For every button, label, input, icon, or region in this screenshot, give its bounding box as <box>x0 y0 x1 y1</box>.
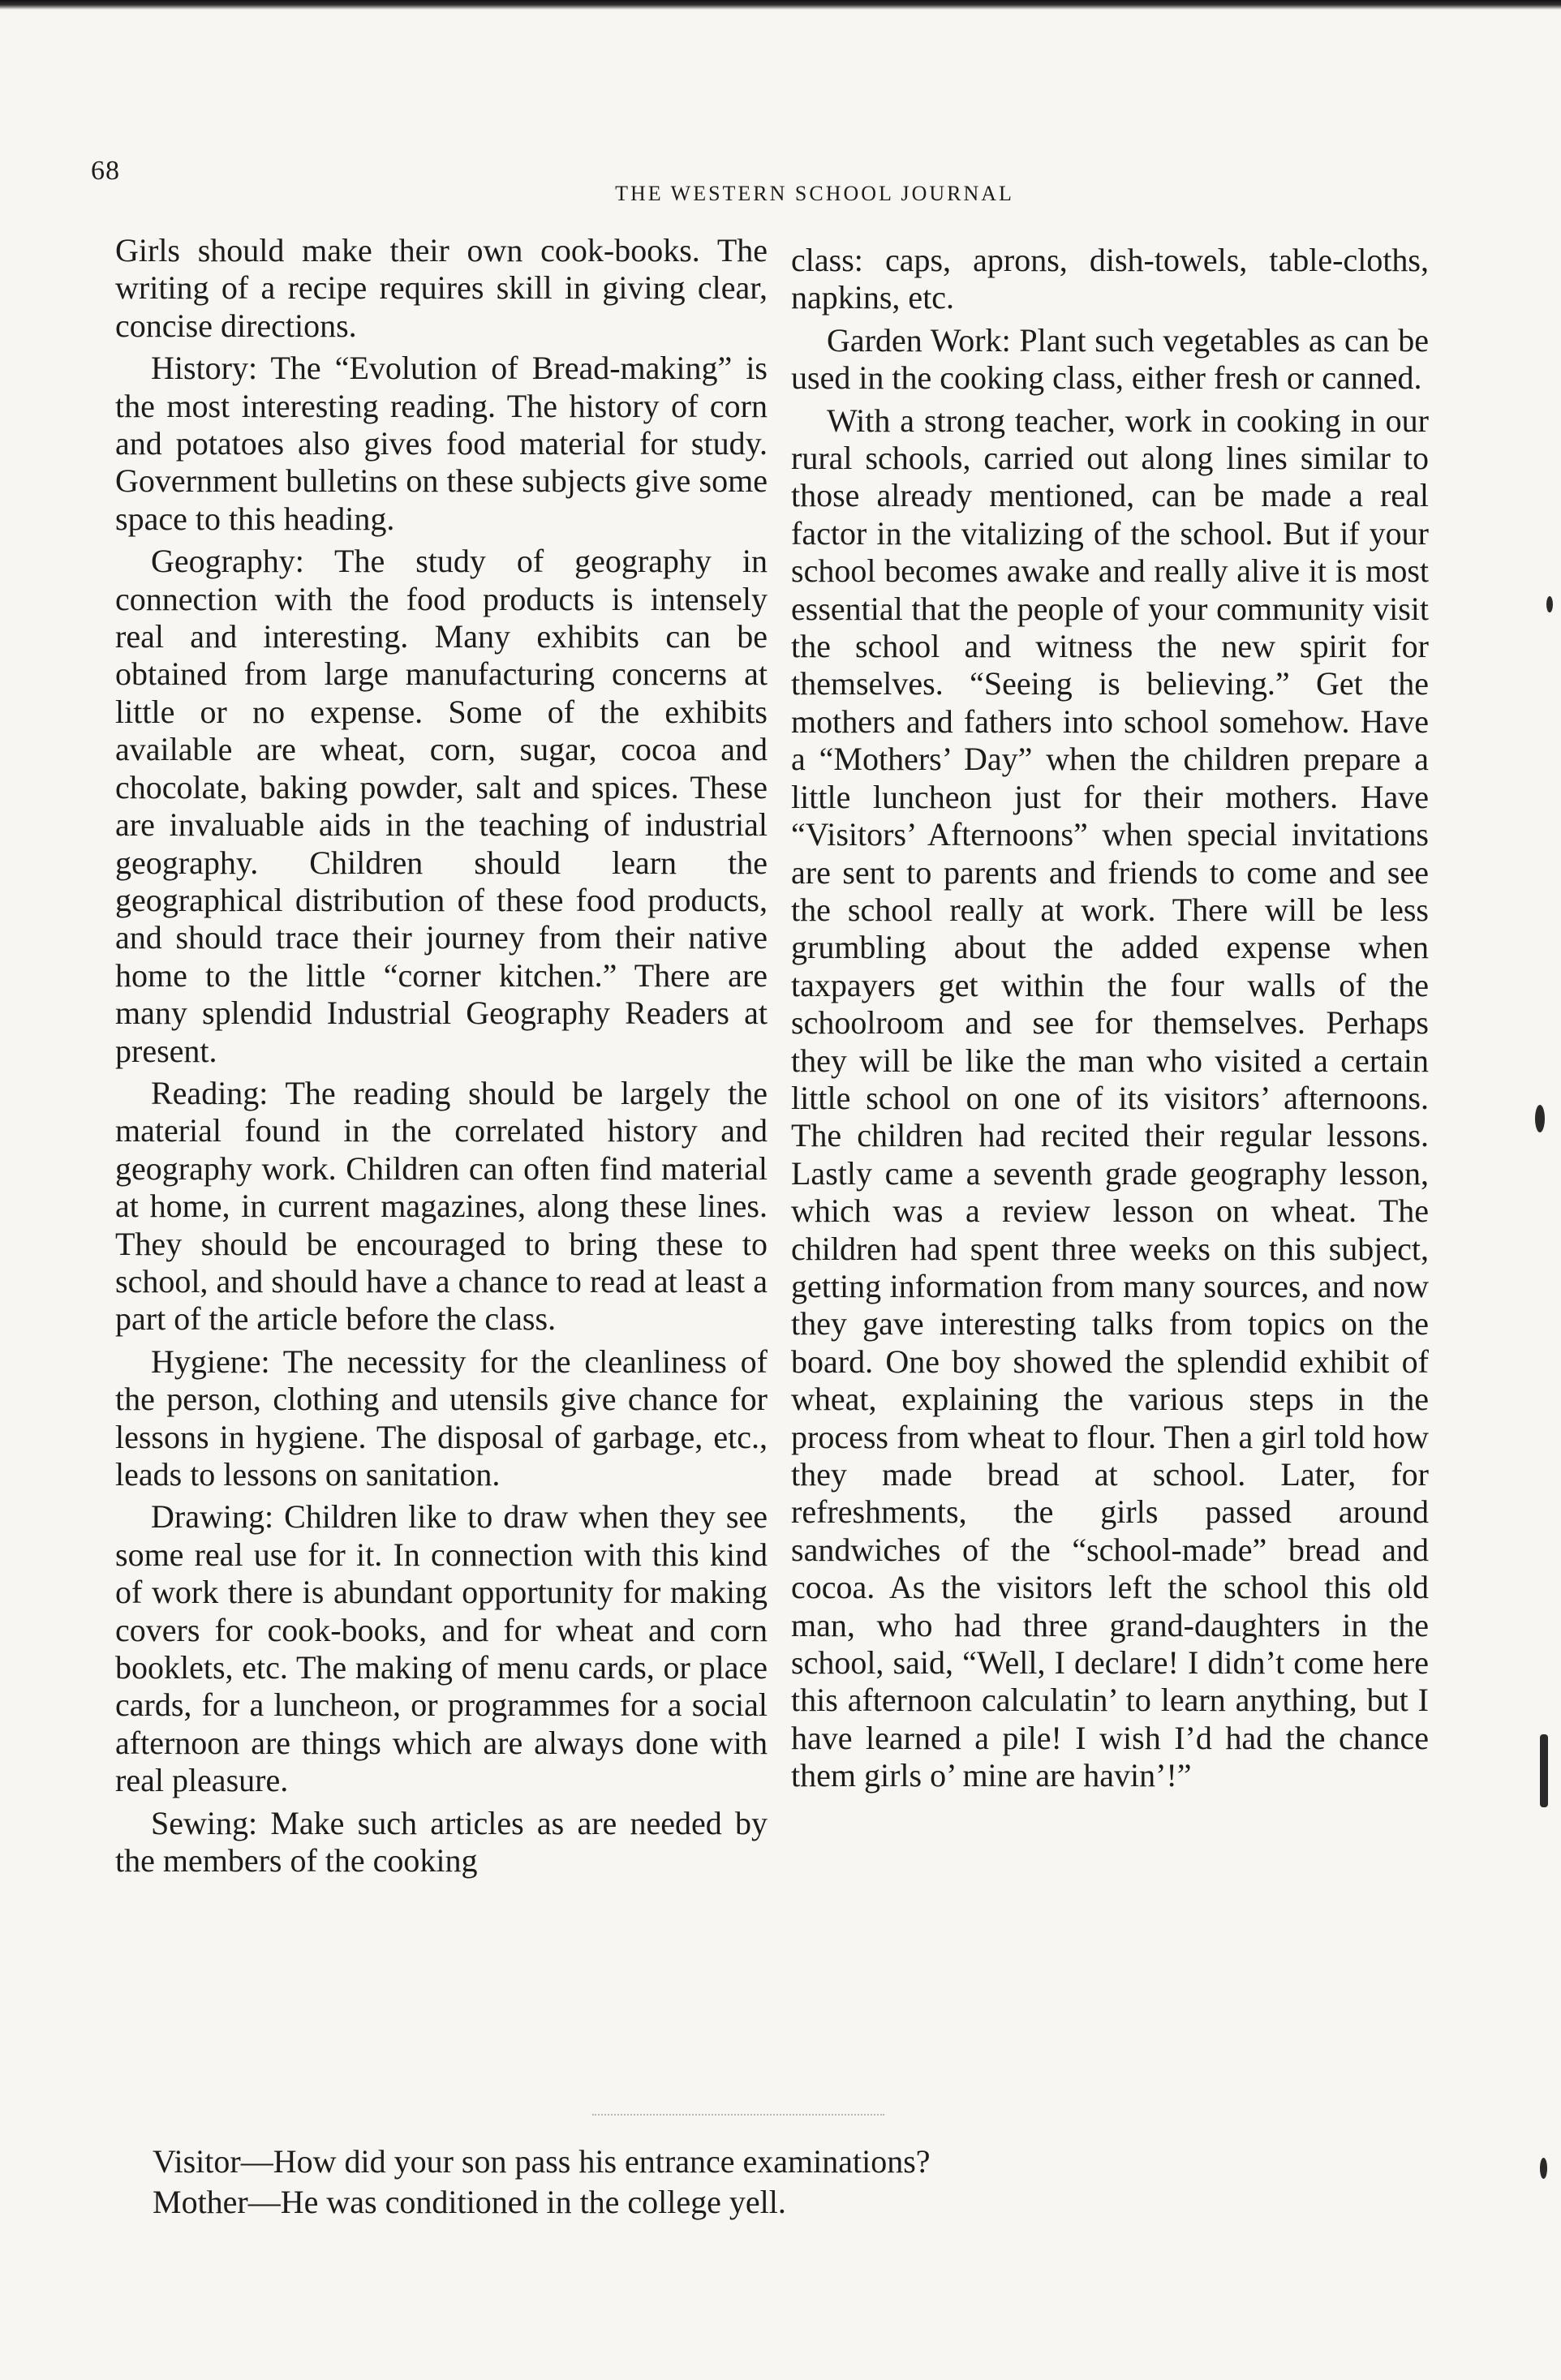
scan-speck <box>1546 596 1553 612</box>
paragraph-geography <box>115 543 768 1070</box>
sewing-text: Make such articles as are needed by the members of the cooking <box>115 1804 768 1880</box>
sewing-continued-text: class: caps, aprons, dish-towels, table-cloths, napkins, etc. <box>791 242 1429 316</box>
garden-work-text: Plant such vegetables as can be used in the cooking class, either fresh or canned. <box>791 321 1429 397</box>
scan-speck <box>1540 2158 1547 2179</box>
running-head: THE WESTERN SCHOOL JOURNAL <box>615 182 1014 205</box>
geography-text: The study of geography in connection with the food products is intensely real and interesting. Many exhibits can be obtained from large manufacturing concerns at little or no expense. Some of the exhibits available are wheat, corn, sugar, cocoa and chocolate, baking powder, salt and spices. These are invaluable aids in the teaching of industrial geography. Children should learn the geographical distribution of these food products, and should trace their journey from their native home to the little “corner kitchen.” There are many splendid Industrial Geography Readers at present. <box>115 543 768 1069</box>
drawing-text: Children like to draw when they see some real use for it. In connection with this kind of work there is abundant opportunity for making covers for cook-books, and for wheat and corn booklets, etc. The making of menu cards, or place cards, for a luncheon, or programmes for a social afternoon are things which are always done with real pleasure. <box>115 1498 768 1799</box>
paragraph-text: Girls should make their own cook-books. The writing of a recipe requires skill in giving clear, concise directions. <box>115 232 768 344</box>
paragraph-sewing <box>115 1805 768 1880</box>
history-text: The “Evolution of Bread-making” is the most interesting reading. The history of corn and potatoes also gives food material for study. Government bulletins on these subjects give some space to this heading. <box>115 350 768 537</box>
paragraph-sewing-continued <box>791 242 1429 317</box>
paragraph-drawing <box>115 1498 768 1799</box>
section-separator <box>592 2114 884 2116</box>
geography-label: Geography: <box>151 543 304 580</box>
paragraph-cookbooks <box>115 232 768 345</box>
strong-teacher-text: With a strong teacher, work in cooking in our rural schools, carried out along lines similar to those already mentioned, can be made a real factor in the vitalizing of the school. But if your school becomes awake and really alive it is most essential that the people of your community visit the school and witness the new spirit for themselves. “Seeing is believing.” Get the mothers and fathers into school somehow. Have a “Mothers’ Day” when the children prepare a little luncheon just for their mothers. Have “Visitors’ Afternoons” when special invitations are sent to parents and friends to come and see the school really at work. There will be less grumbling about the added expense when taxpayers get within the four walls of the schoolroom and see for themselves. Perhaps they will be like the man who visited a certain little school on one of its visitors’ afternoons. The children had recited their regular lessons. Lastly came a seventh grade geography lesson, which was a review lesson on wheat. The children had spent three weeks on this subject, getting information from many sources, and now they gave interesting talks from topics on the board. One boy showed the splendid exhibit of wheat, explaining the various steps in the process from wheat to flour. Then a girl told how they made bread at school. Later, for refreshments, the girls passed around sandwiches of the “school-made” bread and cocoa. As the visitors left the school this old man, who had three grand-daughters in the school, said, “Well, I declare! I didn’t come here this afternoon calculatin’ to learn anything, but I have learned a pile! I wish I’d had the chance them girls o’ mine are havin’!” <box>791 402 1429 1794</box>
filler-line-visitor: Visitor—How did your son pass his entrance examinations? <box>153 2143 931 2180</box>
history-label: History: <box>151 350 258 387</box>
scan-speck <box>1540 1734 1548 1807</box>
paragraph-garden-work <box>791 322 1429 397</box>
filler-anecdote <box>153 2142 1159 2223</box>
reading-text: The reading should be largely the material found in the correlated history and geography work. Children can often find material at home, in current magazines, along these lines. They should be encouraged to bring these to school, and should have a chance to read at least a part of the article before the class. <box>115 1074 768 1338</box>
hygiene-label: Hygiene: <box>151 1343 270 1380</box>
paragraph-history <box>115 350 768 538</box>
reading-label: Reading: <box>151 1074 269 1111</box>
page-top-rule <box>0 0 1561 10</box>
garden-work-label: Garden Work: <box>827 321 1011 359</box>
scan-speck <box>1535 1105 1545 1132</box>
sewing-label: Sewing: <box>151 1804 258 1841</box>
paragraph-hygiene <box>115 1343 768 1494</box>
right-column <box>791 242 1429 1800</box>
paragraph-strong-teacher <box>791 402 1429 1795</box>
left-column <box>115 232 768 1884</box>
hygiene-text: The necessity for the cleanliness of the person, clothing and utensils give chance for lessons in hygiene. The disposal of garbage, etc., leads to lessons on sanitation. <box>115 1343 768 1493</box>
drawing-label: Drawing: <box>151 1498 274 1536</box>
paragraph-reading <box>115 1075 768 1338</box>
filler-line-mother: Mother—He was conditioned in the college yell. <box>153 2184 786 2220</box>
page-number: 68 <box>91 156 120 186</box>
